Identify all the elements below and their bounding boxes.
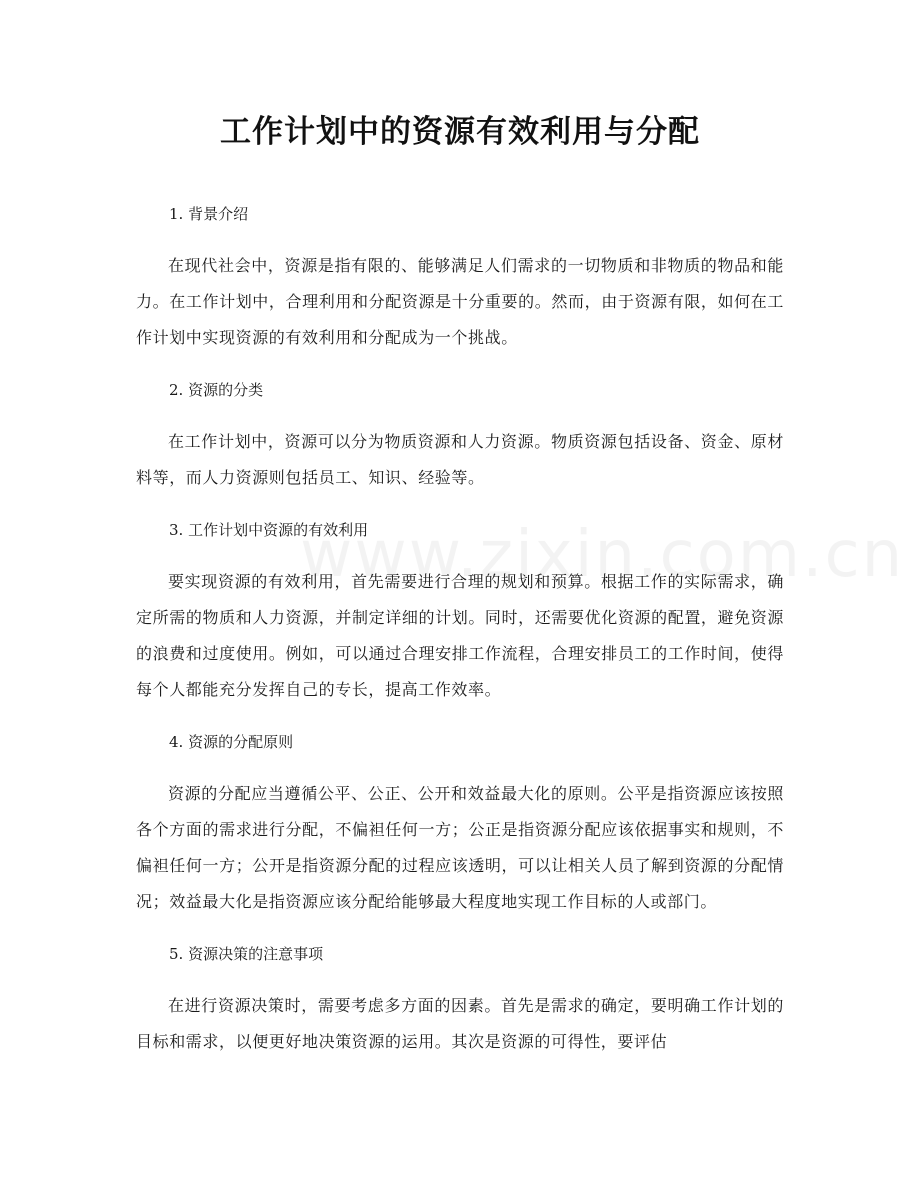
section-decision-notes (136, 940, 784, 1060)
section-heading: 1. 背景介绍 (169, 205, 249, 223)
document-title: 工作计划中的资源有效利用与分配 (220, 114, 700, 150)
section-heading: 4. 资源的分配原则 (169, 733, 294, 751)
section-classification (136, 376, 784, 496)
section-heading: 2. 资源的分类 (169, 381, 264, 399)
section-paragraph: 在现代社会中，资源是指有限的、能够满足人们需求的一切物质和非物质的物品和能力。在工作计划中，合理利用和分配资源是十分重要的。然而，由于资源有限，如何在工作计划中实现资源的有效利用和分配成为一个挑战。 (136, 256, 784, 347)
section-heading: 5. 资源决策的注意事项 (169, 945, 324, 963)
section-paragraph: 要实现资源的有效利用，首先需要进行合理的规划和预算。根据工作的实际需求，确定所需的物质和人力资源，并制定详细的计划。同时，还需要优化资源的配置，避免资源的浪费和过度使用。例如，可以通过合理安排工作流程，合理安排员工的工作时间，使得每个人都能充分发挥自己的专长，提高工作效率。 (136, 572, 784, 699)
section-paragraph: 在工作计划中，资源可以分为物质资源和人力资源。物质资源包括设备、资金、原材料等，而人力资源则包括员工、知识、经验等。 (136, 432, 784, 487)
section-effective-use (136, 516, 784, 708)
section-heading: 3. 工作计划中资源的有效利用 (169, 521, 369, 539)
section-allocation-principles (136, 728, 784, 920)
section-background (136, 200, 784, 356)
section-paragraph: 在进行资源决策时，需要考虑多方面的因素。首先是需求的确定，要明确工作计划的目标和需求，以便更好地决策资源的运用。其次是资源的可得性，要评估 (136, 996, 784, 1051)
section-paragraph: 资源的分配应当遵循公平、公正、公开和效益最大化的原则。公平是指资源应该按照各个方面的需求进行分配，不偏袒任何一方；公正是指资源分配应该依据事实和规则，不偏袒任何一方；公开是指资源分配的过程应该透明，可以让相关人员了解到资源的分配情况；效益最大化是指资源应该分配给能够最大程度地实现工作目标的人或部门。 (136, 784, 784, 911)
